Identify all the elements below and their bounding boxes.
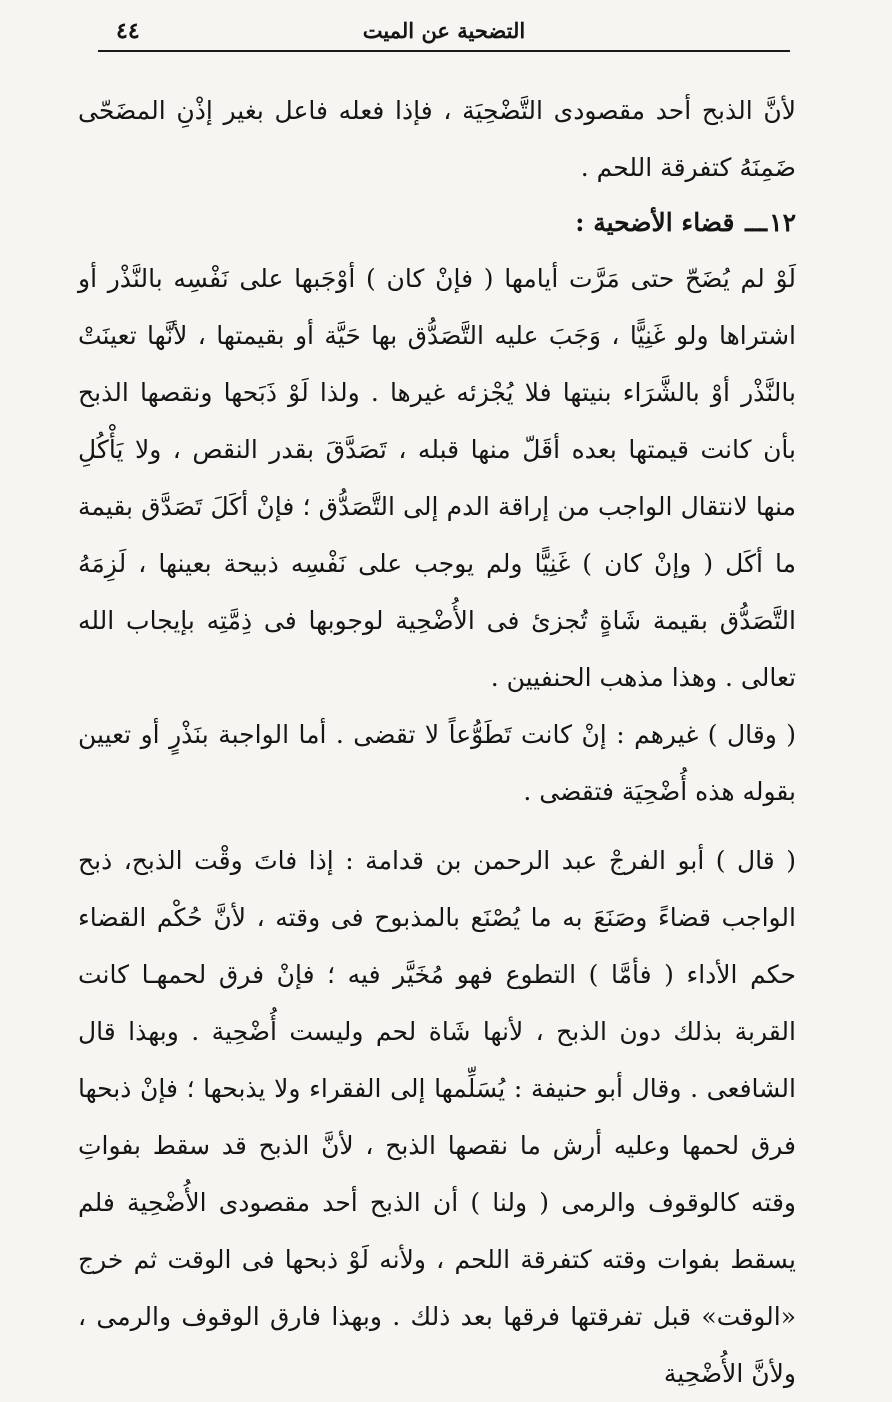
paragraph-other-opinion: ( وقال ) غيرهم : إنْ كانت تَطَوُّعاً لا تقضى . أما الواجبة بنَذْرٍ أو تعيين بقوله هذه أُضْحِيَة فتقضى . <box>78 720 796 806</box>
page-header <box>98 12 790 48</box>
running-title: التضحية عن الميت <box>362 18 526 43</box>
heading-dash: ـــ <box>745 208 768 237</box>
paragraph-ibn-qudama: ( قال ) أبو الفرجْ عبد الرحمن بن قدامة : إذا فاتَ وقْت الذبح، ذبح الواجب قضاءً وصَنَعَ به ما يُصْنَع بالمذبوح فى وقته ، لأنَّ حُكْم القضاء حكم الأداء ( فأمَّا ) التطوع فهو مُخَيَّر فيه ؛ فإنْ فرق لحمهـا كانت القربة بذلك دون الذبح ، لأنها شَاة لحم وليست أُضْحِية . وبهذا قال الشافعى . وقال أبو حنيفة : يُسَلِّمها إلى الفقراء ولا يذبحها ؛ فإنْ ذبحها فرق لحمها وعليه أرش ما نقصها الذبح ، لأنَّ الذبح قد سقط بفواتِ وقته كالوقوف والرمى ( ولنا ) أن الذبح أحد مقصودى الأُضْحِية فلم يسقط بفوات وقته كتفرقة اللحم ، ولأنه لَوْ ذبحها فى الوقت ثم خرج «الوقت» قبل تفرقتها فرقها بعد ذلك . وبهذا فارق الوقوف والرمى ، ولأنَّ الأُضْحِية <box>78 846 796 1388</box>
header-rule <box>98 50 790 52</box>
section-heading <box>78 196 796 250</box>
paragraph-hanafi-ruling: لَوْ لم يُضَحّ حتى مَرَّت أيامها ( فإنْ كان ) أوْجَبها على نَفْسِه بالنَّذْر أو اشتراها ولو غَنِيًّا ، وَجَبَ عليه التَّصَدُّق بها حَيَّة أو بقيمتها ، لأنَّها تعينَتْ بالنَّذْر أوْ بالشَّرَاء بنيتها فلا يُجْزئه غيرها . ولذا لَوْ ذَبَحها ونقصها الذبح بأن كانت قيمتها بعده أقَلّ منها قبله ، تَصَدَّقَ بقدر النقص ، ولا يَأْكُلِ منها لانتقال الواجب من إراقة الدم إلى التَّصَدُّق ؛ فإنْ أكَلَ تَصَدَّق بقيمة ما أكَل ( وإنْ كان ) غَنِيًّا ولم يوجب على نَفْسِه ذبيحة بعينها ، لَزِمَهُ التَّصَدُّق بقيمة شَاةٍ تُجزئ فى الأُضْحِية لوجوبها فى ذِمَّتِه بإيجاب الله تعالى . وهذا مذهب الحنفيين . <box>78 264 796 692</box>
page-body <box>78 82 796 1402</box>
page-number: ٤٤ <box>116 18 140 44</box>
paragraph-continuation: لأنَّ الذبح أحد مقصودى التَّضْحِيَة ، فإذا فعله فاعل بغير إذْنِ المضَحّى ضَمِنَهُ كتفرقة اللحم . <box>78 96 796 182</box>
section-title: قضاء الأضحية : <box>575 208 735 237</box>
section-number: ١٢ <box>769 208 796 237</box>
